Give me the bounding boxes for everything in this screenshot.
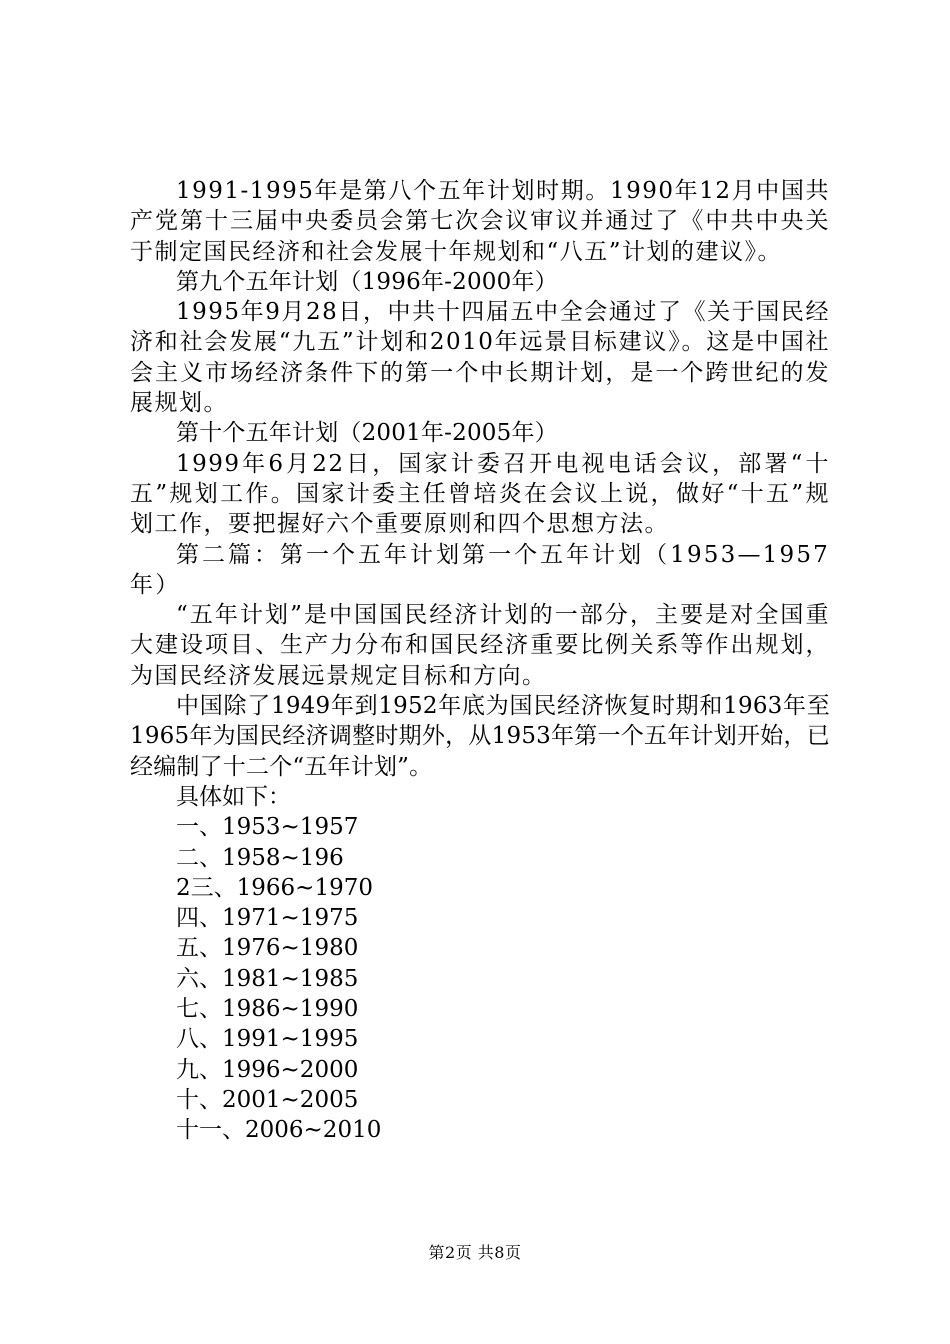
paragraph-tenth-plan: 1999年6月22日，国家计委召开电视电话会议，部署“十五”规划工作。国家计委主任曾培炎在会议上说，做好“十五”规划工作，要把握好六个重要原则和四个思想方法。 (130, 450, 830, 538)
page-footer (0, 1243, 950, 1263)
list-item: 八、1991~1995 (176, 1026, 359, 1053)
list-intro: 具体如下： (176, 783, 291, 810)
paragraph-eighth-plan: 1991-1995年是第八个五年计划时期。1990年12月中国共产党第十三届中央委员会第七次会议审议并通过了《中共中央关于制定国民经济和社会发展十年规划和“八五”计划的建议》。 (130, 178, 830, 265)
list-item: 五、1976~1980 (176, 935, 359, 962)
list-item: 2三、1966~1970 (176, 874, 373, 901)
list-item: 九、1996~2000 (176, 1056, 359, 1083)
heading-tenth-plan: 第十个五年计划（2001年-2005年） (176, 420, 558, 447)
list-item: 一、1953~1957 (176, 814, 359, 841)
page-number-indicator: 第2页 共8页 (428, 1243, 522, 1262)
list-item: 七、1986~1990 (176, 996, 359, 1023)
list-item: 十一、2006~2010 (176, 1117, 382, 1144)
list-item: 十、2001~2005 (176, 1086, 359, 1113)
section-title-second-part: 第二篇：第一个五年计划第一个五年计划（1953—1957年） (130, 541, 830, 598)
paragraph-five-year-plan-definition: “五年计划”是中国国民经济计划的一部分，主要是对全国重大建设项目、生产力分布和国民经济重要比例关系等作出规划，为国民经济发展远景规定目标和方向。 (130, 602, 830, 689)
heading-ninth-plan: 第九个五年计划（1996年-2000年） (176, 268, 558, 295)
paragraph-ninth-plan: 1995年9月28日，中共十四届五中全会通过了《关于国民经济和社会发展“九五”计划和2010年远景目标建议》。这是中国社会主义市场经济条件下的第一个中长期计划，是一个跨世纪的发展规划。 (130, 299, 830, 417)
list-item: 四、1971~1975 (176, 905, 359, 932)
list-item: 六、1981~1985 (176, 965, 359, 992)
document-body (130, 176, 830, 1146)
paragraph-plan-history: 中国除了1949年到1952年底为国民经济恢复时期和1963年至1965年为国民经济调整时期外，从1953年第一个五年计划开始，已经编制了十二个“五年计划”。 (130, 693, 830, 780)
list-item: 二、1958~196 (176, 844, 344, 871)
